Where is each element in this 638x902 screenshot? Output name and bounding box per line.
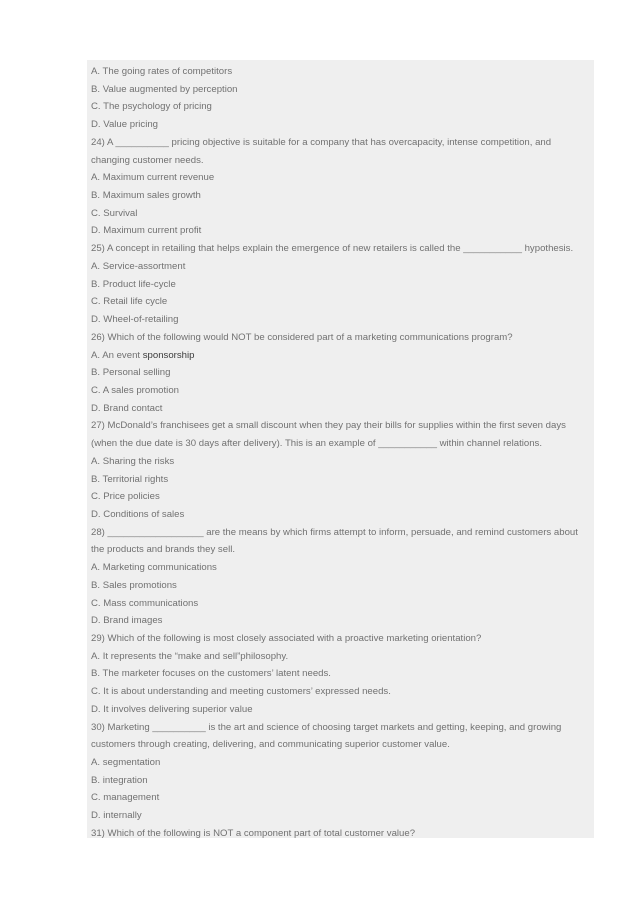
- text-line: D. Brand contact: [91, 402, 163, 414]
- text-line: D. It involves delivering superior value: [91, 703, 253, 715]
- text-line: 24) A __________ pricing objective is suitable for a company that has overcapacity, intense competition, and: [91, 136, 552, 148]
- text-line: C. Price policies: [91, 491, 160, 503]
- text-line: 29) Which of the following is most closely associated with a proactive marketing orientation?: [91, 633, 482, 644]
- text-line: D. Conditions of sales: [91, 508, 185, 520]
- text-line: the products and brands they sell.: [91, 544, 235, 556]
- text-line: [91, 347, 591, 365]
- text-line: D. Wheel-of-retailing: [91, 314, 179, 326]
- text-line: changing customer needs.: [91, 154, 204, 166]
- text-line: B. Maximum sales growth: [91, 190, 201, 202]
- sponsorship-link[interactable]: sponsorship: [142, 349, 195, 361]
- text-line: A. The going rates of competitors: [91, 66, 233, 77]
- text-line: D. internally: [91, 810, 142, 822]
- text-line: A. Maximum current revenue: [91, 172, 215, 184]
- text-line: C. The psychology of pricing: [91, 101, 212, 113]
- text-line: A. segmentation: [91, 757, 161, 769]
- text-line: 27) McDonald’s franchisees get a small discount when they pay their bills for supplies within the first seven days: [91, 420, 566, 432]
- text-line: (when the due date is 30 days after delivery). This is an example of ___________ within channel relations.: [91, 438, 543, 450]
- text-line: customers through creating, delivering, and communicating superior customer value.: [91, 739, 450, 751]
- text-line: 26) Which of the following would NOT be considered part of a marketing communications program?: [91, 331, 513, 343]
- text-line: A. Marketing communications: [91, 562, 217, 574]
- text-line: C. A sales promotion: [91, 384, 179, 396]
- text-line: A. Sharing the risks: [91, 455, 175, 467]
- text-line: B. Territorial rights: [91, 473, 169, 485]
- text-line: D. Brand images: [91, 615, 163, 627]
- text-line: D. Value pricing: [91, 119, 159, 131]
- text-line: C. management: [91, 792, 160, 804]
- text-line: B. integration: [91, 774, 148, 786]
- text-line: B. Personal selling: [91, 367, 171, 379]
- text-line: C. Survival: [91, 207, 138, 219]
- text-line: 25) A concept in retailing that helps explain the emergence of new retailers is called the ___________ hypothesis.: [91, 243, 574, 255]
- text-line: D. Maximum current profit: [91, 225, 202, 237]
- text-line: B. Sales promotions: [91, 579, 177, 591]
- text-line: 30) Marketing __________ is the art and science of choosing target markets and getting, keeping, and growing: [91, 721, 562, 733]
- text-line: B. Value augmented by perception: [91, 83, 238, 95]
- text-line: C. It is about understanding and meeting customers’ expressed needs.: [91, 686, 391, 698]
- text-line: C. Mass communications: [91, 597, 199, 609]
- text-line: 28) __________________ are the means by which firms attempt to inform, persuade, and remind customers about: [91, 526, 578, 538]
- text-line-prefix: A. An event: [91, 349, 143, 361]
- text-line: 31) Which of the following is NOT a component part of total customer value?: [91, 827, 416, 839]
- text-line: C. Retail life cycle: [91, 296, 168, 308]
- text-line: B. The marketer focuses on the customers’ latent needs.: [91, 668, 331, 680]
- text-line: B. Product life-cycle: [91, 278, 176, 290]
- text-line: A. It represents the “make and sell”philosophy.: [91, 650, 289, 662]
- text-line: A. Service-assortment: [91, 260, 186, 272]
- document-text-lines: [91, 63, 591, 843]
